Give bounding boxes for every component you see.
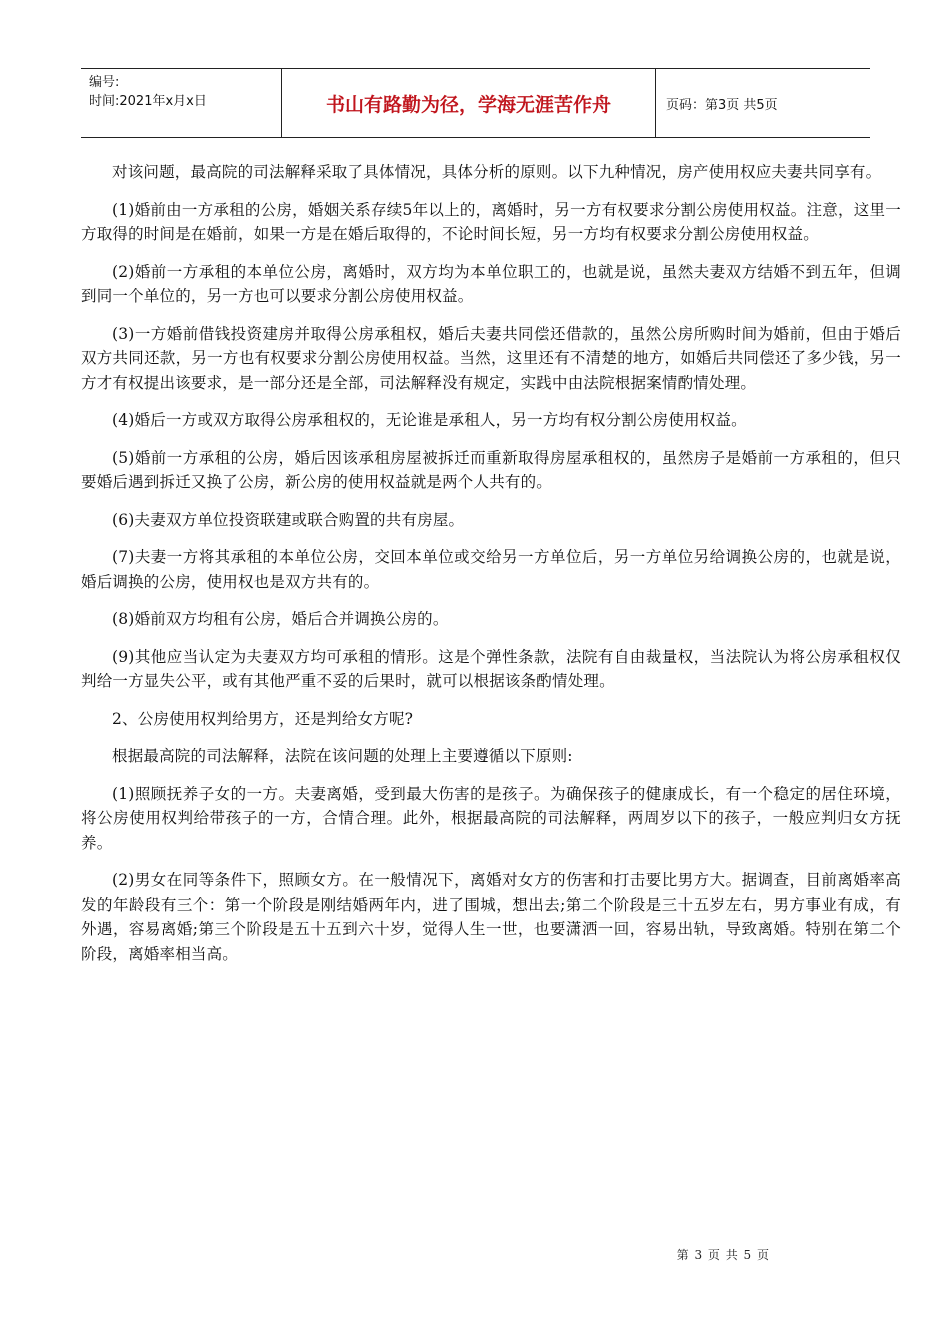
section-heading: 2、公房使用权判给男方，还是判给女方呢? <box>112 709 414 728</box>
page-indicator: 页码：第3页 共5页 <box>666 97 778 113</box>
paragraph: (4)婚后一方或双方取得公房承租权的，无论谁是承租人，另一方均有权分割公房使用权益。 <box>112 411 747 429</box>
paragraph: (5)婚前一方承租的公房，婚后因该承租房屋被拆迁而重新取得房屋承租权的，虽然房子是婚前一方承租的，但只要婚后遇到拆迁又换了公房，新公房的使用权益就是两个人共有的。 <box>81 448 901 491</box>
paragraph: (3)一方婚前借钱投资建房并取得公房承租权，婚后夫妻共同偿还借款的，虽然公房所购时间为婚前，但由于婚后双方共同还款，另一方也有权要求分割公房使用权益。当然，这里还有不清楚的地方，如婚后共同偿还了多少钱，另一方才有权提出该要求，是一部分还是全部，司法解释没有规定，实践中由法院根据案情酌情处理。 <box>81 324 901 392</box>
number-label: 编号: <box>89 75 120 90</box>
motto-text: 书山有路勤为径，学海无涯苦作舟 <box>282 69 656 137</box>
paragraph: (8)婚前双方均租有公房，婚后合并调换公房的。 <box>112 610 449 628</box>
page-footer: 第 3 页 共 5 页 <box>676 1248 770 1262</box>
paragraph: (7)夫妻一方将其承租的本单位公房，交回本单位或交给另一方单位后，另一方单位另给调换公房的，也就是说，婚后调换的公房，使用权也是双方共有的。 <box>81 548 901 591</box>
paragraph: (6)夫妻双方单位投资联建或联合购置的共有房屋。 <box>112 510 465 529</box>
paragraph: 对该问题，最高院的司法解释采取了具体情况，具体分析的原则。以下九种情况，房产使用权应夫妻共同享有。 <box>112 163 882 181</box>
paragraph: (1)照顾抚养子女的一方。夫妻离婚，受到最大伤害的是孩子。为确保孩子的健康成长，有一个稳定的居住环境，将公房使用权判给带孩子的一方，合情合理。此外，根据最高院的司法解释，两周岁以下的孩子，一般应判归女方抚养。 <box>81 784 901 852</box>
header-meta <box>81 69 282 137</box>
paragraph: (2)婚前一方承租的本单位公房，离婚时，双方均为本单位职工的，也就是说，虽然夫妻双方结婚不到五年，但调到同一个单位的，另一方也可以要求分割公房使用权益。 <box>81 262 901 305</box>
paragraph: (2)男女在同等条件下，照顾女方。在一般情况下，离婚对女方的伤害和打击要比男方大。据调查，目前离婚率高发的年龄段有三个：第一个阶段是刚结婚两年内，进了围城，想出去;第二个阶段是三十五岁左右，男方事业有成，有外遇，容易离婚;第三个阶段是五十五到六十岁，觉得人生一世，也要潇洒一回，容易出轨，导致离婚。特别在第二个阶段，离婚率相当高。 <box>81 871 901 963</box>
document-body <box>81 160 901 979</box>
paragraph: (1)婚前由一方承租的公房，婚姻关系存续5年以上的，离婚时，另一方有权要求分割公房使用权益。注意，这里一方取得的时间是在婚前，如果一方是在婚后取得的，不论时间长短，另一方均有权要求分割公房使用权益。 <box>81 200 901 243</box>
document-header <box>81 68 870 138</box>
time-label: 时间:2021年x月x日 <box>89 94 207 109</box>
paragraph: 根据最高院的司法解释，法院在该问题的处理上主要遵循以下原则: <box>112 747 573 765</box>
paragraph: (9)其他应当认定为夫妻双方均可承租的情形。这是个弹性条款，法院有自由裁量权，当法院认为将公房承租权仅判给一方显失公平，或有其他严重不妥的后果时，就可以根据该条酌情处理。 <box>81 647 901 690</box>
